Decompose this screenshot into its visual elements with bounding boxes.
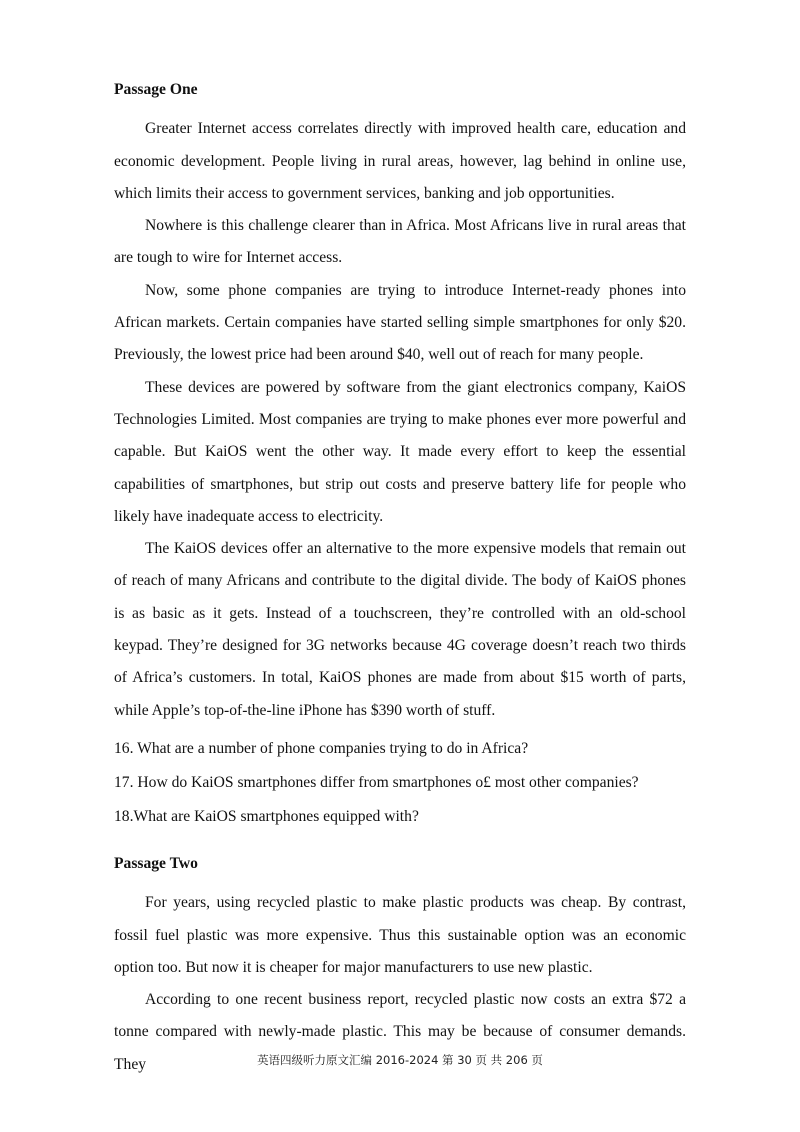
paragraph: According to one recent business report, recycled plastic now costs an extra $72 a tonne compared with newly-made plastic. This may be because of consumer demands. They [114, 991, 686, 1073]
paragraph: These devices are powered by software from the giant electronics company, KaiOS Technologies Limited. Most companies are trying to make phones ever more powerful and capable. But KaiOS went the other way. It made every effort to keep the essential capabilities of smartphones, but strip out costs and preserve battery life for people who likely have inadequate access to electricity. [114, 378, 686, 525]
passage-two [114, 848, 686, 1081]
paragraph: Greater Internet access correlates directly with improved health care, education and economic development. People living in rural areas, however, lag behind in online use, which limits their access to government services, banking and job opportunities. [114, 120, 686, 202]
page-content [114, 74, 686, 1081]
paragraph: Now, some phone companies are trying to introduce Internet-ready phones into African markets. Certain companies have started selling simple smartphones for only $20. Previously, the lowest price had been around $40, well out of reach for many people. [114, 281, 686, 364]
paragraph: For years, using recycled plastic to make plastic products was cheap. By contrast, fossil fuel plastic was more expensive. Thus this sustainable option was an economic option too. But now it is cheaper for major manufacturers to use new plastic. [114, 894, 686, 976]
question-17: 17. How do KaiOS smartphones differ from smartphones o£ most other companies? [114, 773, 639, 791]
paragraph: Nowhere is this challenge clearer than in Africa. Most Africans live in rural areas that are tough to wire for Internet access. [114, 217, 686, 267]
page-footer: 英语四级听力原文汇编 2016-2024 第 30 页 共 206 页 [257, 1053, 543, 1067]
passage-one [114, 74, 686, 834]
question-list [114, 732, 686, 834]
passage-two-title: Passage Two [114, 854, 198, 872]
question-18: 18.What are KaiOS smartphones equipped with? [114, 807, 419, 825]
question-16: 16. What are a number of phone companies trying to do in Africa? [114, 739, 529, 757]
passage-one-title: Passage One [114, 81, 198, 98]
paragraph: The KaiOS devices offer an alternative to the more expensive models that remain out of reach of many Africans and contribute to the digital divide. The body of KaiOS phones is as basic as it gets. Instead of a touchscreen, they’re controlled with an old-school keypad. They’re designed for 3G networks because 4G coverage doesn’t reach two thirds of Africa’s customers. In total, KaiOS phones are made from about $15 worth of parts, while Apple’s top-of-the-line iPhone has $390 worth of stuff. [114, 540, 686, 719]
